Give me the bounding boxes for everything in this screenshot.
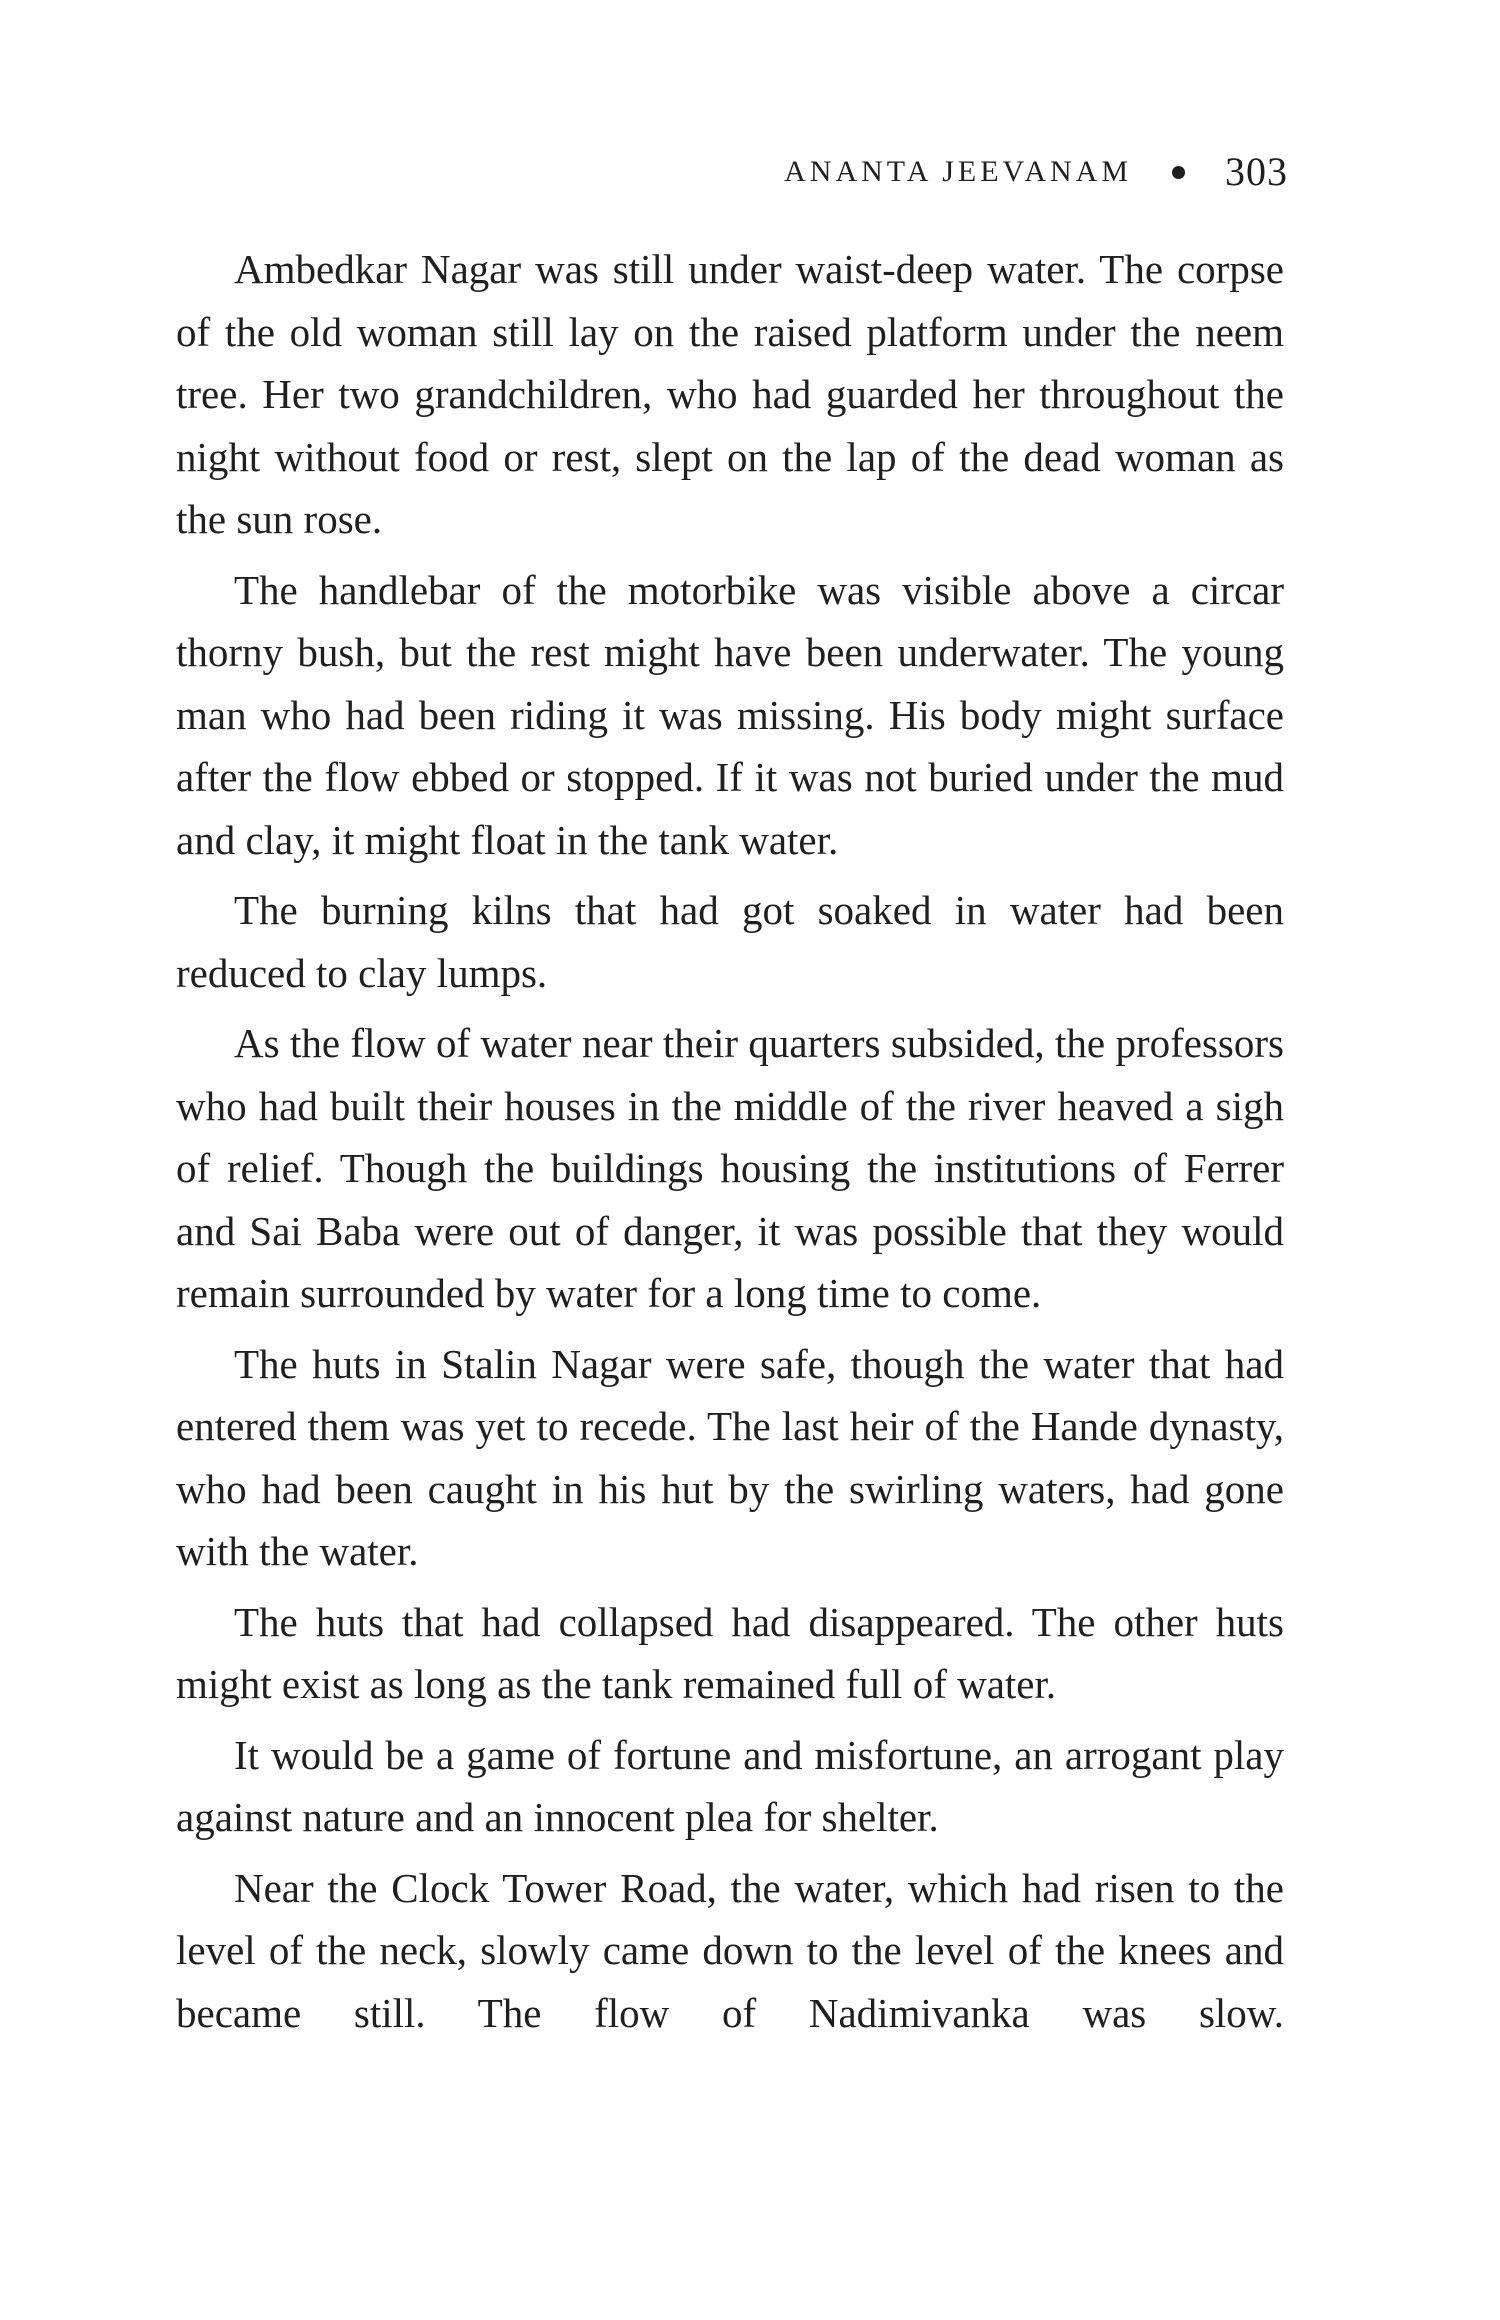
paragraph-8: Near the Clock Tower Road, the water, which had risen to the level of the neck, slowly came down to the level of the knees and became still. The flow of Nadimivanka was slow. — [176, 1864, 1284, 2036]
body-text — [176, 238, 1284, 2052]
bullet-separator-icon — [1172, 166, 1185, 179]
paragraph-1: Ambedkar Nagar was still under waist-deep water. The corpse of the old woman still lay on the raised platform under the neem tree. Her two grandchildren, who had guarded her throughout the night without food or rest, slept on the lap of the dead woman as the sun rose. — [176, 246, 1284, 542]
paragraph-2: The handlebar of the motorbike was visible above a circar thorny bush, but the rest might have been underwater. The young man who had been riding it was missing. His body might surface after the flow ebbed or stopped. If it was not buried under the mud and clay, it might float in the tank water. — [176, 566, 1284, 863]
paragraph-4: As the flow of water near their quarters subsided, the professors who had built their houses in the middle of the river heaved a sigh of relief. Though the buildings housing the institutions of Ferrer and Sai Baba were out of danger, it was possible that they would remain surrounded by water for a long time to come. — [176, 1020, 1284, 1316]
paragraph-7: It would be a game of fortune and misfortune, an arrogant play against nature and an innocent plea for shelter. — [176, 1731, 1284, 1840]
paragraph-5: The huts in Stalin Nagar were safe, though the water that had entered them was yet to recede. The last heir of the Hande dynasty, who had been caught in his hut by the swirling waters, had gone with the water. — [176, 1340, 1284, 1574]
running-head — [784, 148, 1288, 196]
page-number: 303 — [1225, 149, 1288, 194]
paragraph-3: The burning kilns that had got soaked in water had been reduced to clay lumps. — [176, 887, 1284, 996]
running-head-title: ANANTA JEEVANAM — [784, 155, 1132, 188]
paragraph-6: The huts that had collapsed had disappeared. The other huts might exist as long as the tank remained full of water. — [176, 1598, 1284, 1707]
